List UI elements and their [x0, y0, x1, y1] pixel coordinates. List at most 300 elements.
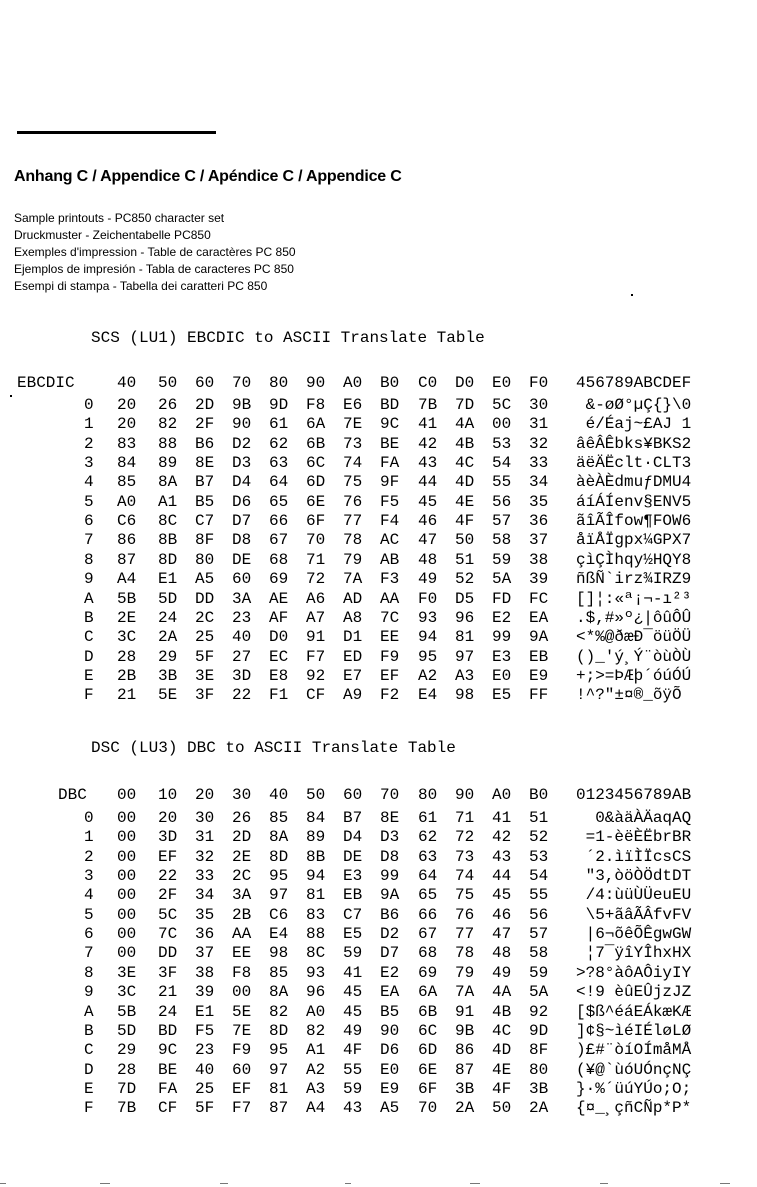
table2-row-chars: <!9 èûEÛjzJZ	[576, 983, 692, 1002]
table2-cell: 51	[529, 809, 549, 827]
table2-cell: 92	[529, 1002, 549, 1021]
table2-cell: 6B	[418, 1002, 438, 1021]
table1-cell: 36	[529, 512, 549, 531]
table1-cell: 30	[529, 396, 549, 414]
table2-cell: 55	[343, 1060, 363, 1079]
table1-cell: AC	[380, 531, 400, 550]
table1-cell: 5E	[158, 686, 178, 705]
table2-row-label: F	[84, 1099, 94, 1118]
table2-row-chars: ´2.ìïÌÏcsCS	[576, 847, 692, 866]
table1-row-label: 3	[84, 454, 94, 473]
table1-row-chars: <*%@ðæÐ¯öüÖÜ	[576, 628, 692, 647]
table1-cell: 77	[343, 512, 363, 531]
table2-cell: 94	[306, 867, 326, 886]
top-rule	[17, 131, 216, 134]
table1-cell: 73	[343, 434, 363, 453]
table1-cell: 00	[492, 415, 512, 434]
table2-cell: 86	[455, 1041, 475, 1060]
table1-cell: 9C	[380, 415, 400, 434]
table2-cell: 3A	[232, 886, 252, 905]
table1-row-label: 9	[84, 570, 94, 589]
table1-cell: 59	[492, 550, 512, 569]
table1-cell: 3B	[158, 666, 178, 685]
table1-cell: 4D	[455, 473, 475, 492]
table2-cell: 73	[455, 847, 475, 866]
table2-cell: 8B	[306, 847, 326, 866]
table1-cell: 4A	[455, 415, 475, 434]
table1-cell: FF	[529, 686, 549, 705]
table1-cell: 47	[418, 531, 438, 550]
table1-row-label: 6	[84, 512, 94, 531]
table2-cell: 52	[529, 828, 549, 847]
table1-cell: 8A	[158, 473, 178, 492]
table2-cell: 54	[529, 867, 549, 886]
table1-column-header: B0	[380, 374, 400, 392]
table2-cell: 65	[418, 886, 438, 905]
table1-column-header: A0	[343, 374, 363, 392]
table1-cell: 3A	[232, 589, 252, 608]
table1-cell: 88	[158, 434, 178, 453]
table1-cell: 33	[529, 454, 549, 473]
table2-column-header: 60	[343, 786, 363, 804]
table2-row-chars: ]¢§~ìéIÉløLØ	[576, 1021, 692, 1040]
table2-cell: DE	[343, 847, 363, 866]
table1-cell: 5D	[158, 589, 178, 608]
table2-cell: D3	[380, 828, 400, 847]
table1-cell: 4C	[455, 454, 475, 473]
table2-row-chars: |6¬õêÕÊgwGW	[576, 925, 692, 944]
table1-cell: DD	[195, 589, 215, 608]
table2-cell: 7E	[232, 1021, 252, 1040]
table1-row-chars: &-øØ°µÇ{}\0	[576, 396, 692, 414]
section-heading: Anhang C / Appendice C / Apéndice C / Appendice C	[14, 168, 402, 185]
table1-row-chars: !^?"±¤®_õÿÕ	[576, 686, 692, 705]
table1-cell: 81	[455, 628, 475, 647]
table1-cell: A5	[195, 570, 215, 589]
table1-row-chars: +;>=ÞÆþ´óúÓÚ	[576, 666, 692, 685]
table1-cell: A7	[306, 608, 326, 627]
table1-cell: 58	[492, 531, 512, 550]
table2-cell: E2	[380, 963, 400, 982]
table2-cell: 2E	[232, 847, 252, 866]
table2-row-label: A	[84, 1002, 94, 1021]
table1-cell: 39	[529, 570, 549, 589]
table2-cell: DD	[158, 944, 178, 963]
table2-cell: 85	[269, 809, 289, 827]
table1-cell: FC	[529, 589, 549, 608]
table1-cell: F3	[380, 570, 400, 589]
table2-cell: 83	[306, 905, 326, 924]
table1-cell: 68	[269, 550, 289, 569]
table1-cell: F7	[306, 647, 326, 666]
table2-cell: 20	[158, 809, 178, 827]
table2-row-label: C	[84, 1041, 94, 1060]
table2-cell: 77	[455, 925, 475, 944]
table1-cell: EC	[269, 647, 289, 666]
table1-cell: EB	[529, 647, 549, 666]
table1-cell: 96	[455, 608, 475, 627]
table2-column-header: 90	[455, 786, 475, 804]
table1-cell: AB	[380, 550, 400, 569]
table1-row-chars: é/Éaj~£AJ 1	[576, 415, 692, 434]
table1-cell: D1	[343, 628, 363, 647]
table2-cell: 3E	[117, 963, 137, 982]
table2-cell: 8D	[269, 1021, 289, 1040]
table2-cell: F9	[232, 1041, 252, 1060]
table1-cell: 20	[117, 396, 137, 414]
table2-cell: F5	[195, 1021, 215, 1040]
table1-row-label: 0	[84, 396, 94, 414]
table1-cell: 90	[232, 415, 252, 434]
table1-cell: 66	[269, 512, 289, 531]
table2-cell: 64	[418, 867, 438, 886]
intro-line: Druckmuster - Zeichentabelle PC850	[14, 228, 211, 242]
table1-cell: 99	[492, 628, 512, 647]
table1-cell: E7	[343, 666, 363, 685]
table1-cell: 4B	[455, 434, 475, 453]
table2-cell: AA	[232, 925, 252, 944]
table1-cell: 6F	[306, 512, 326, 531]
table2-cell: 75	[455, 886, 475, 905]
table2-cell: 59	[529, 963, 549, 982]
table2-cell: 72	[455, 828, 475, 847]
table2-cell: A4	[306, 1099, 326, 1118]
table2-cell: EB	[343, 886, 363, 905]
table1-cell: 95	[418, 647, 438, 666]
table2-cell: 36	[195, 925, 215, 944]
table1-cell: 91	[306, 628, 326, 647]
table1-cell: 8D	[158, 550, 178, 569]
table1-cell: 9B	[232, 396, 252, 414]
table1-cell: D3	[232, 454, 252, 473]
table2-cell: 63	[418, 847, 438, 866]
table2-cell: 5E	[232, 1002, 252, 1021]
table2-cell: 00	[117, 847, 137, 866]
table2-cell: 67	[418, 925, 438, 944]
table1-cell: 7A	[343, 570, 363, 589]
table2-cell: 21	[158, 983, 178, 1002]
table2-cell: 2C	[232, 867, 252, 886]
table2-cell: 34	[195, 886, 215, 905]
table2-cell: 76	[455, 905, 475, 924]
table2-cell: 68	[418, 944, 438, 963]
table1-cell: AA	[380, 589, 400, 608]
table2-cell: 60	[232, 1060, 252, 1079]
intro-line: Ejemplos de impresión - Tabla de caracteres PC 850	[14, 262, 294, 276]
table1-row-label: C	[84, 628, 94, 647]
table2-cell: 8D	[269, 847, 289, 866]
table2-row-chars: "3,òöÒÖdtDT	[576, 867, 692, 886]
table1-row-chars: åïÅÏgpx¼GPX7	[576, 531, 692, 550]
table1-cell: 8B	[158, 531, 178, 550]
table2-cell: 89	[306, 828, 326, 847]
table2-cell: 41	[492, 809, 512, 827]
table2-cell: 95	[269, 867, 289, 886]
table2-cell: 84	[306, 809, 326, 827]
table2-cell: 6A	[418, 983, 438, 1002]
table1-cell: 83	[117, 434, 137, 453]
table2-cell: 93	[306, 963, 326, 982]
stray-mark	[631, 294, 633, 296]
table2-row-label: 9	[84, 983, 94, 1002]
table2-cell: 61	[418, 809, 438, 827]
table2-cell: 6D	[418, 1041, 438, 1060]
table1-cell: 2F	[195, 415, 215, 434]
table1-cell: 44	[418, 473, 438, 492]
table1-cell: A6	[306, 589, 326, 608]
table1-cell: C7	[195, 512, 215, 531]
table2-cell: 59	[343, 1079, 363, 1098]
table2-cell: A3	[306, 1079, 326, 1098]
table2-cell: 4E	[492, 1060, 512, 1079]
table1-column-header: E0	[492, 374, 512, 392]
table2-cell: 3B	[529, 1079, 549, 1098]
table1-cell: 85	[117, 473, 137, 492]
table2-cell: A0	[306, 1002, 326, 1021]
table2-header-row	[0, 784, 757, 806]
table2-row-chars: [$ß^éáEÁkæKÆ	[576, 1002, 692, 1021]
table2-cell: 4A	[492, 983, 512, 1002]
table1-cell: 32	[529, 434, 549, 453]
table1-cell: B6	[195, 434, 215, 453]
table2-cell: 23	[195, 1041, 215, 1060]
table2-cell: A2	[306, 1060, 326, 1079]
table1-cell: D2	[232, 434, 252, 453]
table1-cell: 55	[492, 473, 512, 492]
table1-cell: 8E	[195, 454, 215, 473]
table1-cell: 87	[117, 550, 137, 569]
table2-cell: 5F	[195, 1099, 215, 1118]
table2-cell: 56	[529, 905, 549, 924]
table2-column-header: B0	[529, 786, 549, 804]
table2-cell: 40	[195, 1060, 215, 1079]
table1-cell: 86	[117, 531, 137, 550]
table1-cell: E8	[269, 666, 289, 685]
table2-row-label: 2	[84, 847, 94, 866]
table1-cell: 6D	[306, 473, 326, 492]
table2-cell: 6E	[418, 1060, 438, 1079]
table1-cell: DE	[232, 550, 252, 569]
table1-cell: 2C	[195, 608, 215, 627]
table2-cell: F7	[232, 1099, 252, 1118]
table2-cell: 8A	[269, 983, 289, 1002]
table2-cell: 2D	[232, 828, 252, 847]
table2-cell: 79	[455, 963, 475, 982]
table2-column-header: 70	[380, 786, 400, 804]
table2-cell: 3D	[158, 828, 178, 847]
table2-cell: D8	[380, 847, 400, 866]
table2-cell: 00	[117, 905, 137, 924]
table2-cell: 00	[117, 828, 137, 847]
table2-cell: 49	[343, 1021, 363, 1040]
table1-cell: 2A	[158, 628, 178, 647]
table2-cell: 66	[418, 905, 438, 924]
table2-row-chars: >?8°àôAÔiyIY	[576, 963, 692, 982]
table1-cell: 5C	[492, 396, 512, 414]
table2-cell: 9C	[158, 1041, 178, 1060]
table1-cell: 94	[418, 628, 438, 647]
table1-cell: 84	[117, 454, 137, 473]
intro-line: Sample printouts - PC850 character set	[14, 211, 225, 225]
table1-cell: F9	[380, 647, 400, 666]
table1-cell: 26	[158, 396, 178, 414]
table2-column-header: 10	[158, 786, 178, 804]
table2-cell: 85	[269, 963, 289, 982]
table2-cell: 24	[158, 1002, 178, 1021]
table2-cell: 78	[455, 944, 475, 963]
table2-cell: 33	[195, 867, 215, 886]
table1-cell: 67	[269, 531, 289, 550]
table1-column-header: F0	[529, 374, 549, 392]
table2-cell: 69	[418, 963, 438, 982]
table2-title: DSC (LU3) DBC to ASCII Translate Table	[91, 739, 456, 757]
table1-cell: 61	[269, 415, 289, 434]
intro-line: Exemples d'impression - Table de caractères PC 850	[14, 245, 296, 259]
table1-cell: 4E	[455, 492, 475, 511]
table2-cell: E5	[343, 925, 363, 944]
table1-cell: 9F	[380, 473, 400, 492]
table2-cell: EF	[158, 847, 178, 866]
table2-cell: 95	[269, 1041, 289, 1060]
table2-row-chars: (¥@`ùóUÓnçNÇ	[576, 1060, 692, 1079]
table2-cell: D4	[343, 828, 363, 847]
table1-cell: AD	[343, 589, 363, 608]
table2-cell: 3B	[455, 1079, 475, 1098]
table1-cell: 57	[492, 512, 512, 531]
table2-cell: 47	[492, 925, 512, 944]
table2-column-header: 20	[195, 786, 215, 804]
table1-cell: 74	[343, 454, 363, 473]
table2-cell: 7C	[158, 925, 178, 944]
table2-column-header: 80	[418, 786, 438, 804]
table1-column-header: 80	[269, 374, 289, 392]
table2-cell: 62	[418, 828, 438, 847]
table1-cell: A9	[343, 686, 363, 705]
table2-row-label: B	[84, 1021, 94, 1040]
table1-cell: CF	[306, 686, 326, 705]
table2-cell: 00	[117, 925, 137, 944]
table2-column-header: 50	[306, 786, 326, 804]
table1-cell: 65	[269, 492, 289, 511]
table1-cell: 24	[158, 608, 178, 627]
table2-cell: 37	[195, 944, 215, 963]
table1-cell: 6A	[306, 415, 326, 434]
table2-row-label: 7	[84, 944, 94, 963]
table2-cell: 22	[158, 867, 178, 886]
table2-cell: 31	[195, 828, 215, 847]
table2-row-chars: {¤_¸çñCÑp*P*	[576, 1099, 692, 1118]
table2-cell: 9B	[455, 1021, 475, 1040]
table2-row-chars: )£#¨òíOÍmåMÅ	[576, 1041, 692, 1060]
table2-cell: 3C	[117, 983, 137, 1002]
table2-cell: 7B	[117, 1099, 137, 1118]
table1-row-label: A	[84, 589, 94, 608]
table2-row-chars: 0&àäÀÄaqAQ	[576, 809, 692, 827]
table1-cell: E3	[492, 647, 512, 666]
table2-cell: C6	[269, 905, 289, 924]
margin-tick	[10, 395, 12, 397]
table2-cell: 99	[380, 867, 400, 886]
table1-cell: 5F	[195, 647, 215, 666]
table1-cell: D0	[269, 628, 289, 647]
table1-cell: 60	[232, 570, 252, 589]
table2-cell: 00	[117, 867, 137, 886]
table1-row-label: 8	[84, 550, 94, 569]
table1-cell: 50	[455, 531, 475, 550]
table2-cell: 4F	[343, 1041, 363, 1060]
table2-cell: E1	[195, 1002, 215, 1021]
table1-cell: 48	[418, 550, 438, 569]
table1-cell: 41	[418, 415, 438, 434]
table1-cell: 7D	[455, 396, 475, 414]
table1-cell: F2	[380, 686, 400, 705]
table1-cell: A4	[117, 570, 137, 589]
table1-cell: 89	[158, 454, 178, 473]
table1-row-chars: ñßÑ`irz¾IRZ9	[576, 570, 692, 589]
table2-cell: E9	[380, 1079, 400, 1098]
table1-cell: 69	[269, 570, 289, 589]
table2-cell: 35	[195, 905, 215, 924]
table2-cell: 5D	[117, 1021, 137, 1040]
table1-cell: E6	[343, 396, 363, 414]
table2-row-label: 8	[84, 963, 94, 982]
table1-cell: 31	[529, 415, 549, 434]
table1-column-header: D0	[455, 374, 475, 392]
table1-column-header: 90	[306, 374, 326, 392]
table2-cell: 4B	[492, 1002, 512, 1021]
table2-cell: 50	[492, 1099, 512, 1118]
table2-cell: 8E	[380, 809, 400, 827]
table2-cell: 2F	[158, 886, 178, 905]
table2-cell: 90	[380, 1021, 400, 1040]
table2-cell: 96	[306, 983, 326, 1002]
table2-cell: 38	[195, 963, 215, 982]
table2-cell: 91	[455, 1002, 475, 1021]
table2-cell: B5	[380, 1002, 400, 1021]
table1-cell: 25	[195, 628, 215, 647]
table1-cell: 46	[418, 512, 438, 531]
table2-cell: 6F	[418, 1079, 438, 1098]
table1-cell: 7B	[418, 396, 438, 414]
table1-cell: 62	[269, 434, 289, 453]
table2-cell: 45	[343, 1002, 363, 1021]
table2-cell: 81	[306, 886, 326, 905]
table2-cell: 43	[343, 1099, 363, 1118]
table2-cell: 2A	[455, 1099, 475, 1118]
table1-cell: 34	[529, 473, 549, 492]
table1-cell: BE	[380, 434, 400, 453]
table1-cell: FA	[380, 454, 400, 473]
table1-row-chars: àèÀÈdmuƒDMU4	[576, 473, 692, 492]
table1-title: SCS (LU1) EBCDIC to ASCII Translate Table	[91, 329, 485, 347]
table2-cell: FA	[158, 1079, 178, 1098]
table1-cell: 23	[232, 608, 252, 627]
table2-cell: 5C	[158, 905, 178, 924]
table2-cell: 3F	[158, 963, 178, 982]
table1-cell: 52	[455, 570, 475, 589]
table2-cell: 29	[117, 1041, 137, 1060]
table2-cell: 87	[455, 1060, 475, 1079]
table2-cell: 9A	[380, 886, 400, 905]
table2-row-label: D	[84, 1060, 94, 1079]
table1-header-row	[0, 372, 757, 394]
table1-cell: 80	[195, 550, 215, 569]
table2-cell: 2A	[529, 1099, 549, 1118]
table1-cell: D4	[232, 473, 252, 492]
table1-row-label: B	[84, 608, 94, 627]
table1-cell: D5	[455, 589, 475, 608]
table1-cell: 7E	[343, 415, 363, 434]
